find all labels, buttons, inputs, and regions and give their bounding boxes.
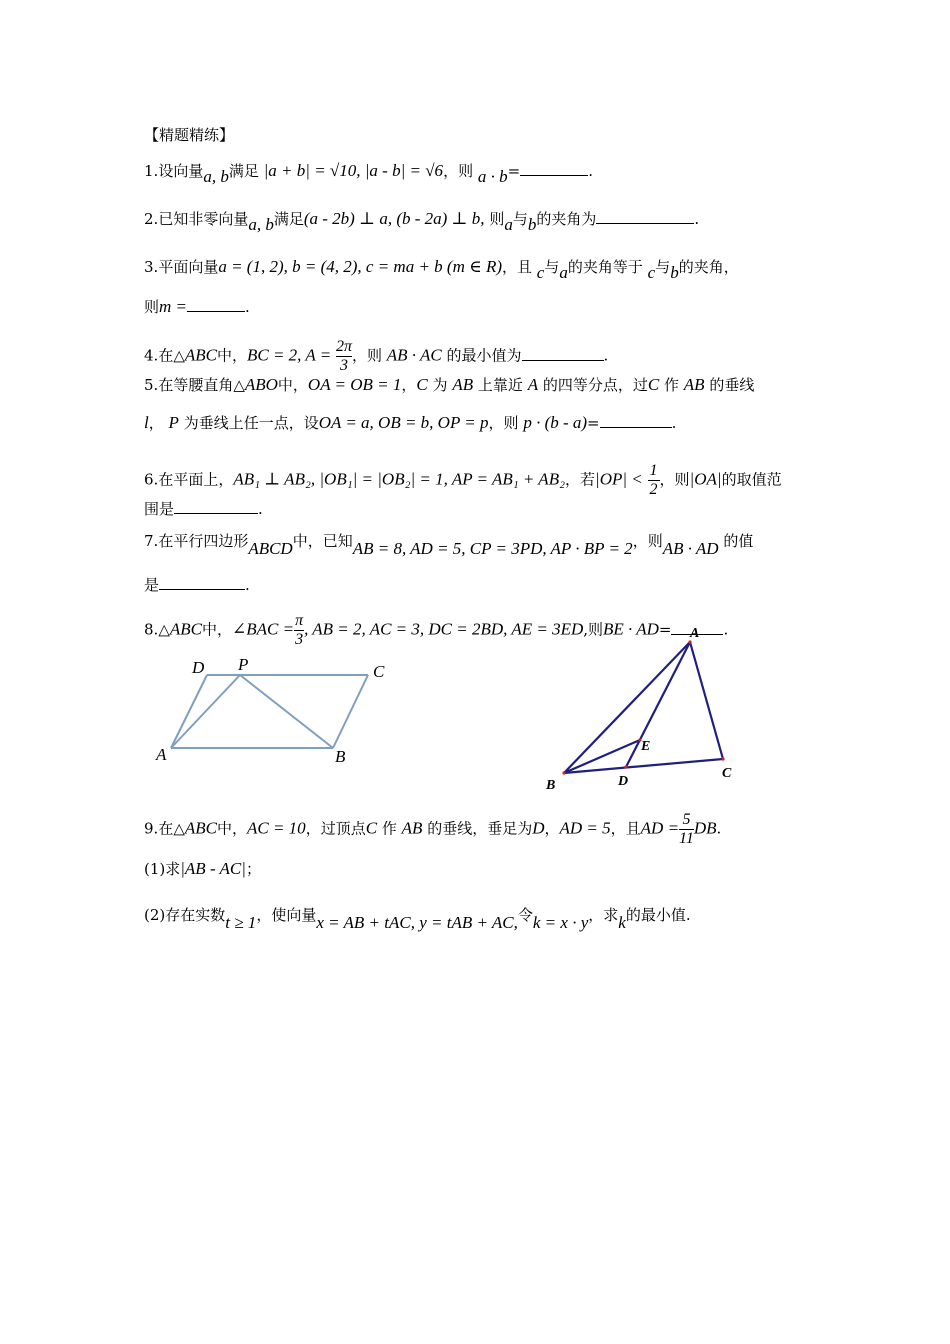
fraction: $\frac{\pi}{3}$ — [295, 612, 304, 648]
answer-blank — [159, 575, 245, 590]
point-D — [624, 765, 627, 768]
label-C: C — [722, 766, 732, 781]
fraction: $\frac{2\pi}{3}$ — [335, 338, 352, 374]
segment-AD — [626, 642, 690, 767]
label-C: C — [373, 662, 385, 681]
problem-4: 4.在△ABC中，BC = 2, A = $\frac{2\pi}{3}$ ，则 AB · AC 的最小值为 . — [144, 338, 609, 374]
problem-6: 6.在平面上，AB₁ ⊥ AB₂, |OB₁| = |OB₂| = 1, AP = AB₁ + AB₂，若|OP| < $\frac{1}{2}$ ，则|OA|的取值范 — [144, 462, 782, 498]
problem-6-cont: 围是 . — [144, 500, 263, 518]
label-P: P — [238, 655, 249, 674]
edge-CB — [333, 675, 368, 748]
answer-blank — [600, 413, 672, 428]
triangle-figure — [540, 615, 750, 800]
label-B: B — [335, 747, 346, 766]
fraction: $\frac{1}{2}$ — [649, 462, 658, 498]
label-A: A — [156, 745, 167, 764]
answer-blank — [596, 209, 694, 224]
edge-AB — [564, 642, 690, 773]
problem-9-part-2: (2)存在实数t ≥ 1，使向量x = AB + tAC, y = tAB + AC,令k = x · y，求k的最小值. — [144, 906, 691, 932]
point-C — [721, 757, 724, 760]
problem-5-cont: l， P 为垂线上任一点，设OA = a, OB = b, OP = p，则 p · (b - a)= . — [144, 413, 677, 432]
problem-3: 3.平面向量a = (1, 2), b = (4, 2), c = ma + b (m ∈ R)，且 c与a的夹角等于 c与b的夹角， — [144, 257, 739, 282]
label-A: A — [690, 626, 700, 641]
answer-blank — [520, 161, 588, 176]
fraction: $\frac{5}{11}$ — [679, 811, 694, 847]
problem-7: 7.在平行四边形ABCD中，已知AB = 8, AD = 5, CP = 3PD, AP · BP = 2，则AB · AD 的值 — [144, 532, 754, 558]
problem-5: 5.在等腰直角△ABO中，OA = OB = 1，C 为 AB 上靠近 A 的四等分点，过C 作 AB 的垂线 — [144, 375, 755, 394]
problem-1: 1.设向量a, b满足 |a + b| = √10, |a - b| = √6，则 a · b= . — [144, 161, 593, 186]
answer-blank — [522, 346, 604, 361]
parallelogram-figure — [150, 650, 400, 770]
point-B — [562, 771, 565, 774]
segment-PB — [240, 675, 333, 748]
label-E: E — [641, 739, 651, 754]
section-header: 【精题精练】 — [144, 126, 235, 144]
label-D: D — [618, 774, 629, 789]
answer-blank — [187, 297, 245, 312]
problem-9-part-1: (1)求|AB - AC|； — [144, 859, 261, 878]
edge-AD — [171, 675, 207, 748]
edge-BC — [564, 759, 723, 773]
label-B: B — [546, 778, 556, 793]
problem-2: 2.已知非零向量a, b满足(a - 2b) ⊥ a, (b - 2a) ⊥ b, 则a与b的夹角为 . — [144, 209, 700, 234]
label-D: D — [192, 658, 205, 677]
problem-8: 8.△ABC中，∠BAC = $\frac{\pi}{3}$ , AB = 2, AC = 3, DC = 2BD, AE = 3ED,则BE · AD= . — [144, 612, 729, 648]
answer-blank — [174, 499, 258, 514]
segment-AP — [171, 675, 240, 748]
problem-7-cont: 是 . — [144, 576, 250, 594]
problem-9: 9.在△ABC中，AC = 10，过顶点C 作 AB 的垂线，垂足为D，AD = 5，且AD = $\frac{5}{11}$ DB. — [144, 811, 722, 847]
edge-AC — [690, 642, 723, 759]
problem-3-cont: 则m = . — [144, 297, 250, 316]
